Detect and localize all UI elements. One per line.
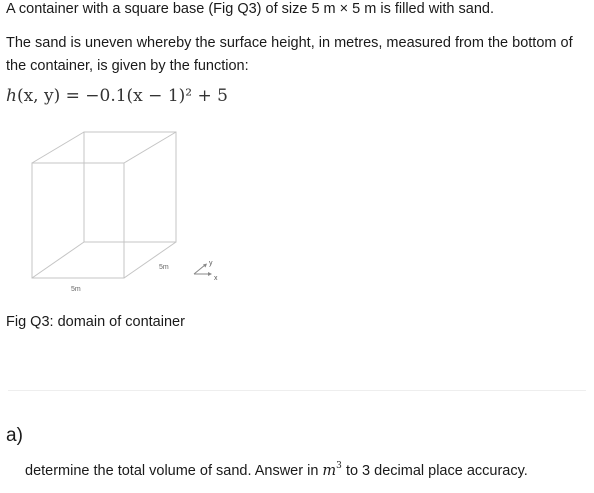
axis-x-label: x — [214, 275, 218, 282]
section-divider — [8, 390, 586, 391]
axis-indicator — [194, 265, 210, 274]
figure-caption: Fig Q3: domain of container — [6, 314, 185, 330]
problem-intro: A container with a square base (Fig Q3) of size 5 m × 5 m is filled with sand. — [6, 1, 494, 17]
part-label: a) — [6, 425, 23, 446]
part-a-question — [25, 461, 528, 479]
cube-back-face — [84, 132, 176, 242]
cube-edge — [124, 132, 176, 163]
cube-edge — [32, 242, 84, 278]
formula-rhs: = −0.1(x − 1)² + 5 — [60, 86, 228, 106]
cube-front-face — [32, 163, 124, 278]
unit-cubic-metres: $m^3$ — [322, 461, 342, 479]
cube-edge — [32, 132, 84, 163]
formula-function-name: h — [6, 86, 17, 106]
height-function-formula — [6, 86, 228, 106]
problem-description: The sand is uneven whereby the surface height, in metres, measured from the bottom of the container, is given by the function: — [6, 35, 573, 74]
dimension-label-side: 5m — [159, 264, 169, 271]
formula-arguments: (x, y) — [16, 86, 61, 106]
container-cube-figure — [0, 125, 240, 305]
dimension-label-bottom: 5m — [71, 286, 81, 293]
cube-edge — [124, 242, 176, 278]
axis-y-label: y — [209, 260, 213, 267]
question-text-end: to 3 decimal place accuracy. — [345, 463, 528, 479]
x-axis-arrow — [208, 272, 212, 276]
question-text-start: determine the total volume of sand. Answer in — [25, 463, 319, 479]
